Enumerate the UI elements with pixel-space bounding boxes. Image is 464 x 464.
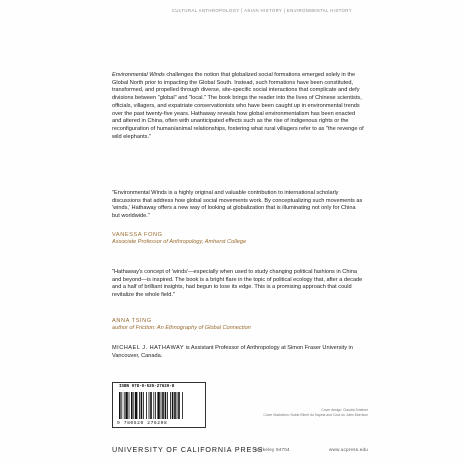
isbn-label: ISBN 978-0-520-27620-8 bbox=[119, 385, 175, 389]
publisher-url: www.ucpress.edu bbox=[328, 447, 368, 452]
barcode-stripe bbox=[146, 392, 147, 419]
cover-credits bbox=[263, 408, 368, 418]
barcode-stripe bbox=[167, 392, 168, 419]
barcode-stripe bbox=[125, 392, 127, 419]
barcode-stripe bbox=[149, 392, 150, 419]
barcode-stripe bbox=[182, 392, 183, 419]
publisher-name: UNIVERSITY OF CALIFORNIA PRESS bbox=[112, 446, 264, 454]
barcode-stripe bbox=[174, 392, 176, 419]
author-name: MICHAEL J. HATHAWAY bbox=[112, 345, 185, 351]
barcode-stripe bbox=[141, 392, 143, 419]
barcode-stripe bbox=[124, 392, 125, 419]
barcode-stripe bbox=[143, 392, 144, 419]
barcode-stripe bbox=[119, 392, 121, 419]
barcode-stripe bbox=[170, 392, 171, 419]
publisher-address: Berkeley 94704 bbox=[255, 447, 290, 452]
book-title: Environmental Winds bbox=[112, 72, 165, 78]
barcode-number: 9 780520 276208 bbox=[117, 421, 168, 426]
barcode-stripe bbox=[129, 392, 130, 419]
barcode-bars-icon bbox=[119, 392, 201, 419]
barcode-stripe bbox=[157, 392, 159, 419]
endorser-name-2: ANNA TSING bbox=[112, 318, 152, 324]
barcode bbox=[112, 382, 206, 428]
author-bio-text: is Assistant Professor of Anthropology at Simon Fraser University in Vancouver, Canada. bbox=[112, 345, 353, 359]
barcode-stripe bbox=[121, 392, 122, 419]
endorsement-attribution-2 bbox=[112, 318, 364, 333]
book-description-text: challenges the notion that globalized social formations emerged solely in the Global North prior to impacting the Global South. Instead, such formations have been constituted, transformed, and propelled through diverse, site-specific social interactions that complicate and defy divisions between "global" and "local." The book brings the reader into the lives of Chinese scientists, officials, villagers, and expatriate conservationists who have been caught up in environmental trends over the past twenty-five years. Hathaway reveals how global environmentalism has been enacted and altered in China, often with unanticipated effects such as the rise of indigenous rights or the reconfiguration of human/animal relationships, fostering what rural villagers refer to as "the revenge of wild elephants." bbox=[112, 72, 364, 140]
endorsement-attribution-1 bbox=[112, 232, 364, 247]
barcode-stripe bbox=[162, 392, 164, 419]
barcode-stripe bbox=[165, 392, 167, 419]
endorser-role-2: author of Friction: An Ethnography of Global Connection bbox=[112, 325, 251, 332]
endorser-role-1: Associate Professor of Anthropology, Amherst College bbox=[112, 239, 247, 246]
barcode-stripe bbox=[153, 392, 154, 419]
barcode-stripe bbox=[139, 392, 140, 419]
endorsement-quote-1: "Environmental Winds is a highly original and valuable contribution to international scholarly discussions that address how global social movements work. By conceptualizing such movements as 'winds,' Hathaway offers a new way of looking at globalization that is illuminating not only for China but worldwide." bbox=[112, 190, 363, 220]
author-bio bbox=[112, 345, 364, 360]
endorsement-quote-2: "Hathaway's concept of 'winds'—especially when used to study changing political fashions in China and beyond—is inspired. The book is a bright flare in the topic of political ecology that, after a decade and a half of brilliant insights, had begun to lose its edge. This is a promising approach that could revitalize the whole field." bbox=[112, 269, 363, 299]
barcode-stripe bbox=[178, 392, 180, 419]
book-description bbox=[112, 72, 364, 141]
barcode-stripe bbox=[150, 392, 152, 419]
barcode-stripe bbox=[177, 392, 178, 419]
cover-design-credit: Cover design: Claudia Smelser bbox=[321, 408, 368, 412]
barcode-stripe bbox=[133, 392, 134, 419]
barcode-stripe bbox=[131, 392, 133, 419]
cover-illustration-credit: Cover illustration: Noble Elbert du Kapela and Cora du Jules Morrison bbox=[263, 412, 368, 417]
endorser-name-1: VANESSA FONG bbox=[112, 232, 163, 238]
subject-categories: CULTURAL ANTHROPOLOGY | ASIAN HISTORY | ENVIRONMENTAL HISTORY bbox=[171, 8, 352, 13]
barcode-stripe bbox=[161, 392, 162, 419]
barcode-stripe bbox=[155, 392, 156, 419]
barcode-stripe bbox=[135, 392, 137, 419]
barcode-stripe bbox=[172, 392, 174, 419]
